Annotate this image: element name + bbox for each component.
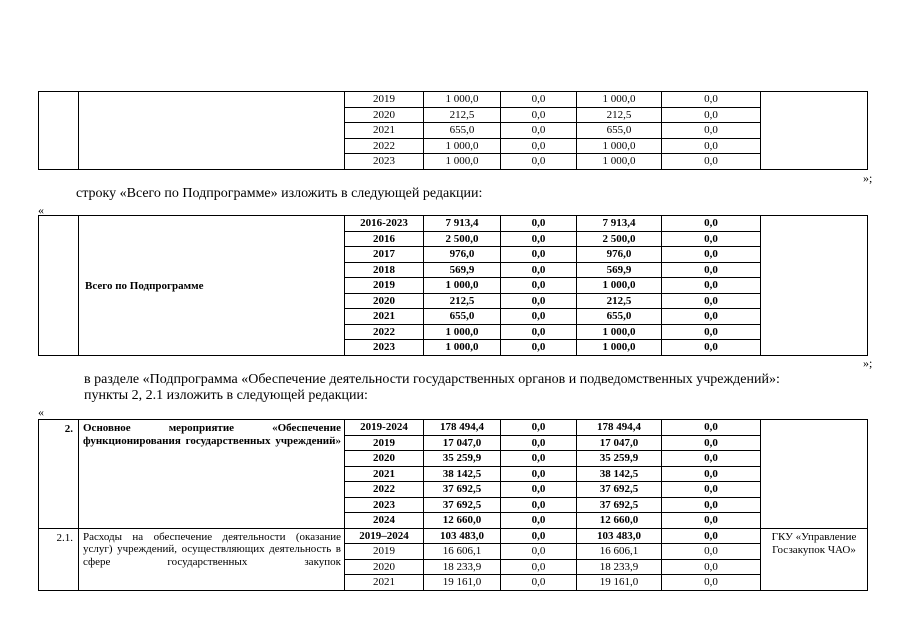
cell-year: 2020: [345, 559, 424, 575]
cell-c3: 0,0: [662, 293, 761, 309]
cell-total: 35 259,9: [424, 451, 501, 467]
cell-total: 655,0: [424, 123, 501, 139]
cell-c2: 1 000,0: [577, 324, 662, 340]
cell-total: 12 660,0: [424, 513, 501, 529]
cell-c2: 16 606,1: [577, 544, 662, 560]
cell-c3: 0,0: [662, 154, 761, 170]
cell-c2: 655,0: [577, 309, 662, 325]
cell-year: 2024: [345, 513, 424, 529]
cell-total: 17 047,0: [424, 435, 501, 451]
cell-c1: 0,0: [501, 513, 577, 529]
cell-c3: 0,0: [662, 497, 761, 513]
cell-c3: 0,0: [662, 482, 761, 498]
cell-c1: 0,0: [501, 451, 577, 467]
cell-year: 2019: [345, 544, 424, 560]
cell-year: 2021: [345, 309, 424, 325]
cell-c1: 0,0: [501, 107, 577, 123]
cell-c2: 35 259,9: [577, 451, 662, 467]
cell-c2: 212,5: [577, 107, 662, 123]
cell-c2: 19 161,0: [577, 575, 662, 591]
table-1: [38, 91, 868, 170]
cell-c3: 0,0: [662, 324, 761, 340]
cell-total: 1 000,0: [424, 138, 501, 154]
cell-year: 2023: [345, 154, 424, 170]
cell-year: 2018: [345, 262, 424, 278]
instruction-3: пункты 2, 2.1 изложить в следующей редакции:: [84, 388, 368, 403]
cell-c3: 0,0: [662, 544, 761, 560]
table-row: [39, 420, 868, 436]
cell-total: 7 913,4: [424, 216, 501, 232]
cell-c1: 0,0: [501, 154, 577, 170]
cell-c1: 0,0: [501, 278, 577, 294]
cell-year: 2017: [345, 247, 424, 263]
cell-total: 212,5: [424, 293, 501, 309]
cell-total: 19 161,0: [424, 575, 501, 591]
cell-year: 2021: [345, 575, 424, 591]
cell-year: 2022: [345, 138, 424, 154]
cell-c1: 0,0: [501, 466, 577, 482]
cell-total: 569,9: [424, 262, 501, 278]
close-quote-1: »;: [863, 171, 873, 185]
cell-c3: 0,0: [662, 451, 761, 467]
cell-year: 2023: [345, 340, 424, 356]
cell-c2: 655,0: [577, 123, 662, 139]
cell-c1: 0,0: [501, 138, 577, 154]
cell-year: 2020: [345, 293, 424, 309]
cell-num: [39, 92, 79, 170]
cell-c1: 0,0: [501, 123, 577, 139]
cell-c1: 0,0: [501, 262, 577, 278]
cell-total: 1 000,0: [424, 278, 501, 294]
cell-c1: 0,0: [501, 482, 577, 498]
cell-c3: 0,0: [662, 278, 761, 294]
cell-year: 2022: [345, 482, 424, 498]
responsible-org: ГКУ «Управление Госзакупок ЧАО»: [761, 528, 868, 590]
cell-year: 2021: [345, 123, 424, 139]
cell-c1: 0,0: [501, 309, 577, 325]
table-2-body: [39, 216, 868, 356]
cell-c2: 18 233,9: [577, 559, 662, 575]
cell-c3: 0,0: [662, 262, 761, 278]
cell-total: 18 233,9: [424, 559, 501, 575]
cell-c1: 0,0: [501, 528, 577, 544]
cell-total: 103 483,0: [424, 528, 501, 544]
close-quote-2: »;: [863, 356, 873, 370]
total-label: Всего по Подпрограмме: [79, 216, 345, 356]
cell-year: 2019: [345, 278, 424, 294]
cell-c3: 0,0: [662, 107, 761, 123]
cell-total: 1 000,0: [424, 92, 501, 108]
cell-c1: 0,0: [501, 340, 577, 356]
cell-total: 1 000,0: [424, 154, 501, 170]
cell-c1: 0,0: [501, 247, 577, 263]
cell-total: 38 142,5: [424, 466, 501, 482]
cell-c2: 178 494,4: [577, 420, 662, 436]
table-1-body: [39, 92, 868, 170]
cell-c2: 1 000,0: [577, 92, 662, 108]
cell-c2: 7 913,4: [577, 216, 662, 232]
cell-c2: 2 500,0: [577, 231, 662, 247]
item-number: 2.1.: [39, 528, 79, 590]
cell-c1: 0,0: [501, 559, 577, 575]
cell-year: 2019: [345, 435, 424, 451]
cell-c3: 0,0: [662, 420, 761, 436]
cell-c3: 0,0: [662, 575, 761, 591]
open-quote-2: «: [38, 405, 44, 419]
cell-c2: 569,9: [577, 262, 662, 278]
cell-org: [761, 420, 868, 529]
cell-total: 655,0: [424, 309, 501, 325]
open-quote-1: «: [38, 203, 44, 217]
table-row: [39, 528, 868, 544]
table-3-body: [39, 420, 868, 591]
cell-total: 976,0: [424, 247, 501, 263]
cell-year: 2019: [345, 92, 424, 108]
cell-c1: 0,0: [501, 497, 577, 513]
table-row: [39, 92, 868, 108]
table-3: [38, 419, 868, 591]
cell-total: 212,5: [424, 107, 501, 123]
cell-c2: 1 000,0: [577, 278, 662, 294]
cell-org: [761, 92, 868, 170]
cell-year: 2019–2024: [345, 528, 424, 544]
cell-c2: 976,0: [577, 247, 662, 263]
cell-year: 2020: [345, 451, 424, 467]
cell-c3: 0,0: [662, 216, 761, 232]
cell-c1: 0,0: [501, 216, 577, 232]
cell-year: 2016-2023: [345, 216, 424, 232]
cell-c1: 0,0: [501, 420, 577, 436]
cell-c2: 37 692,5: [577, 497, 662, 513]
cell-c3: 0,0: [662, 435, 761, 451]
cell-c3: 0,0: [662, 123, 761, 139]
cell-num: [39, 216, 79, 356]
cell-c1: 0,0: [501, 92, 577, 108]
item-name: Расходы на обеспечение деятельности (оказание услуг) учреждений, осуществляющих деятельность в сфере государственных закупок: [79, 528, 345, 590]
cell-c3: 0,0: [662, 559, 761, 575]
cell-c2: 1 000,0: [577, 154, 662, 170]
cell-c1: 0,0: [501, 575, 577, 591]
cell-year: 2019-2024: [345, 420, 424, 436]
item-number: 2.: [39, 420, 79, 529]
cell-c3: 0,0: [662, 309, 761, 325]
cell-c3: 0,0: [662, 340, 761, 356]
cell-name: [79, 92, 345, 170]
cell-year: 2021: [345, 466, 424, 482]
cell-c2: 212,5: [577, 293, 662, 309]
cell-year: 2022: [345, 324, 424, 340]
cell-c1: 0,0: [501, 324, 577, 340]
cell-c2: 1 000,0: [577, 138, 662, 154]
cell-year: 2023: [345, 497, 424, 513]
cell-c2: 1 000,0: [577, 340, 662, 356]
cell-year: 2020: [345, 107, 424, 123]
cell-c3: 0,0: [662, 513, 761, 529]
cell-c2: 37 692,5: [577, 482, 662, 498]
cell-total: 37 692,5: [424, 497, 501, 513]
cell-c3: 0,0: [662, 138, 761, 154]
cell-total: 2 500,0: [424, 231, 501, 247]
cell-c3: 0,0: [662, 528, 761, 544]
cell-total: 178 494,4: [424, 420, 501, 436]
cell-total: 1 000,0: [424, 340, 501, 356]
cell-c3: 0,0: [662, 231, 761, 247]
cell-c1: 0,0: [501, 435, 577, 451]
cell-c2: 17 047,0: [577, 435, 662, 451]
cell-c1: 0,0: [501, 231, 577, 247]
cell-c3: 0,0: [662, 92, 761, 108]
cell-total: 1 000,0: [424, 324, 501, 340]
cell-c2: 103 483,0: [577, 528, 662, 544]
cell-total: 16 606,1: [424, 544, 501, 560]
cell-c1: 0,0: [501, 544, 577, 560]
table-2: [38, 215, 868, 356]
item-name: Основное мероприятие «Обеспечение функционирования государственных учреждений»: [79, 420, 345, 529]
instruction-1: строку «Всего по Подпрограмме» изложить в следующей редакции:: [76, 186, 483, 201]
cell-total: 37 692,5: [424, 482, 501, 498]
cell-org: [761, 216, 868, 356]
cell-c2: 38 142,5: [577, 466, 662, 482]
instruction-2: в разделе «Подпрограмма «Обеспечение деятельности государственных органов и подведомственных учреждений»:: [84, 372, 780, 387]
cell-c1: 0,0: [501, 293, 577, 309]
cell-year: 2016: [345, 231, 424, 247]
cell-c3: 0,0: [662, 247, 761, 263]
table-row: [39, 216, 868, 232]
cell-c3: 0,0: [662, 466, 761, 482]
cell-c2: 12 660,0: [577, 513, 662, 529]
